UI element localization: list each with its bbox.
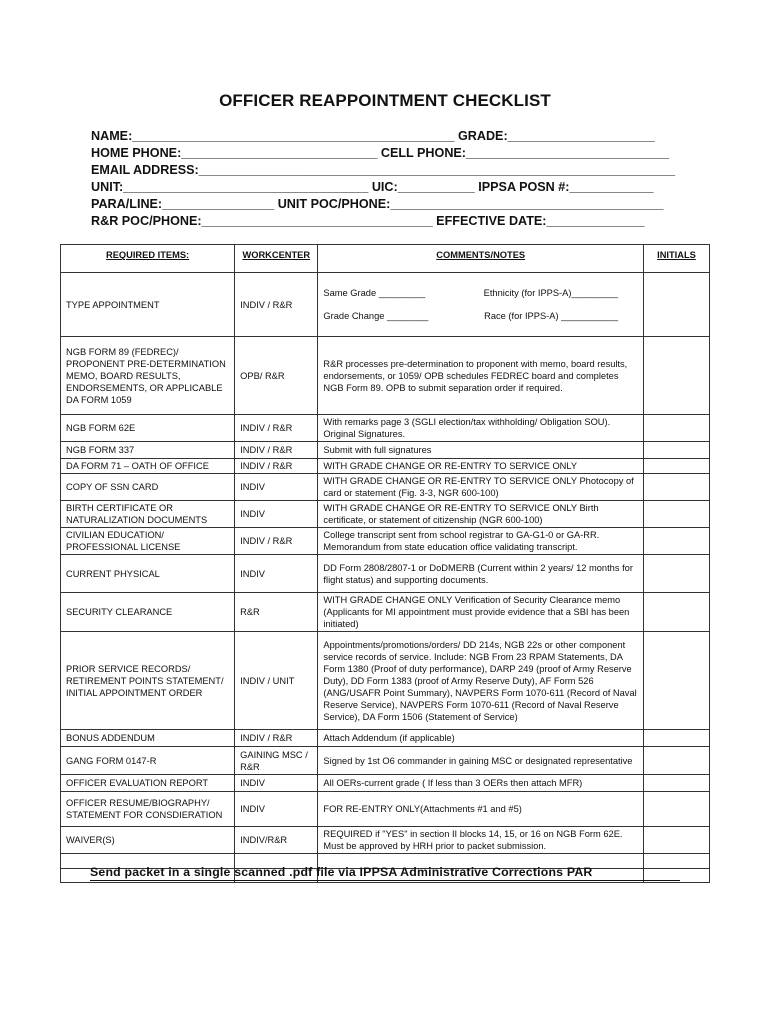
required-item: GANG FORM 0147-R — [61, 747, 235, 775]
initials-cell[interactable] — [644, 337, 710, 415]
initials-cell[interactable] — [644, 747, 710, 775]
initials-cell[interactable] — [644, 501, 710, 528]
table-header-row — [61, 245, 710, 273]
ethnicity-field[interactable]: Ethnicity (for IPPS-A)_________ — [483, 288, 618, 298]
workcenter: INDIV / UNIT — [235, 632, 318, 730]
required-item: WAIVER(S) — [61, 827, 235, 854]
table-row — [61, 632, 710, 730]
workcenter: GAINING MSC / R&R — [235, 747, 318, 775]
required-item: DA FORM 71 – OATH OF OFFICE — [61, 459, 235, 474]
workcenter: INDIV — [235, 501, 318, 528]
comments-notes: WITH GRADE CHANGE OR RE-ENTRY TO SERVICE ONLY — [318, 459, 644, 474]
table-row — [61, 593, 710, 632]
required-item: COPY OF SSN CARD — [61, 474, 235, 501]
workcenter: INDIV — [235, 792, 318, 827]
table-row — [61, 501, 710, 528]
required-item: NGB FORM 62E — [61, 415, 235, 442]
initials-cell[interactable] — [644, 632, 710, 730]
required-item: PRIOR SERVICE RECORDS/ RETIREMENT POINTS STATEMENT/ INITIAL APPOINTMENT ORDER — [61, 632, 235, 730]
comments-notes: R&R processes pre-determination to proponent with memo, board results, endorsements, or 1059/ OPB schedules FEDREC board and completes NGB Form 89. OPB to submit separation order if required. — [318, 337, 644, 415]
required-item: OFFICER RESUME/BIOGRAPHY/ STATEMENT FOR CONSDIERATION — [61, 792, 235, 827]
initials-cell[interactable] — [644, 792, 710, 827]
submission-instruction: Send packet in a single scanned .pdf file via IPPSA Administrative Corrections PAR — [90, 865, 680, 881]
table-row — [61, 792, 710, 827]
rr-poc-effective-date-line[interactable]: R&R POC/PHONE:_________________________________ EFFECTIVE DATE:______________ — [91, 214, 645, 228]
initials-cell[interactable] — [644, 827, 710, 854]
required-item: CIVILIAN EDUCATION/ PROFESSIONAL LICENSE — [61, 528, 235, 555]
workcenter: INDIV — [235, 474, 318, 501]
initials-cell[interactable] — [644, 593, 710, 632]
workcenter: INDIV / R&R — [235, 273, 318, 337]
workcenter: OPB/ R&R — [235, 337, 318, 415]
comments-notes: WITH GRADE CHANGE ONLY Verification of Security Clearance memo (Applicants for MI appointment must provide evidence that a SBI has been initiated) — [318, 593, 644, 632]
comments-notes: College transcript sent from school registrar to GA-G1-0 or GA-RR. Memorandum from state education office validating transcript. — [318, 528, 644, 555]
initials-cell[interactable] — [644, 459, 710, 474]
table-row — [61, 775, 710, 792]
table-row — [61, 273, 710, 337]
initials-cell[interactable] — [644, 442, 710, 459]
workcenter: INDIV / R&R — [235, 442, 318, 459]
checklist-table — [60, 244, 710, 883]
comments-notes: All OERs-current grade ( If less than 3 OERs then attach MFR) — [318, 775, 644, 792]
comments-notes: Attach Addendum (if applicable) — [318, 730, 644, 747]
required-item: SECURITY CLEARANCE — [61, 593, 235, 632]
required-item: NGB FORM 337 — [61, 442, 235, 459]
col-header-workcenter: WORKCENTER — [235, 245, 318, 273]
col-header-required-items: REQUIRED ITEMS: — [61, 245, 235, 273]
required-item: OFFICER EVALUATION REPORT — [61, 775, 235, 792]
comments-notes: REQUIRED if "YES" in section II blocks 14, 15, or 16 on NGB Form 62E. Must be approved by HRH prior to packet submission. — [318, 827, 644, 854]
table-row — [61, 747, 710, 775]
workcenter: INDIV / R&R — [235, 459, 318, 474]
para-line-poc-line[interactable]: PARA/LINE:________________ UNIT POC/PHONE:_______________________________________ — [91, 197, 664, 211]
comments-notes: Submit with full signatures — [318, 442, 644, 459]
table-row — [61, 528, 710, 555]
initials-cell[interactable] — [644, 415, 710, 442]
initials-cell[interactable] — [644, 775, 710, 792]
comments-notes: Appointments/promotions/orders/ DD 214s, NGB 22s or other component service records of service. Include: NGB From 23 RPAM Statements, DA Form 1380 (Proof of duty performance), DARP 249 (proof of Army Reserve Duty), DD Form 1383 (proof of Army Reserve Duty), AF Form 526 (ANG/USAFR Point Summary), NAVPERS Form 1070-611 (Record of Naval Reserve Service), NAVPERS Form 1070-611 (Record of Naval Reserve Service), DA Form 1506 (Statement of Service) — [318, 632, 644, 730]
workcenter: INDIV/R&R — [235, 827, 318, 854]
table-row — [61, 442, 710, 459]
required-item: BONUS ADDENDUM — [61, 730, 235, 747]
header-fields — [91, 128, 691, 230]
workcenter: R&R — [235, 593, 318, 632]
comments-notes: DD Form 2808/2807-1 or DoDMERB (Current within 2 years/ 12 months for flight status) and supporting documents. — [318, 555, 644, 593]
same-grade-field[interactable]: Same Grade _________ — [323, 288, 426, 298]
workcenter: INDIV — [235, 775, 318, 792]
required-item: TYPE APPOINTMENT — [61, 273, 235, 337]
table-row — [61, 827, 710, 854]
comments-notes: Signed by 1st O6 commander in gaining MSC or designated representative — [318, 747, 644, 775]
col-header-initials: INITIALS — [644, 245, 710, 273]
phone-line[interactable]: HOME PHONE:____________________________ CELL PHONE:_____________________________ — [91, 146, 670, 160]
workcenter: INDIV — [235, 555, 318, 593]
comments-notes: FOR RE-ENTRY ONLY(Attachments #1 and #5) — [318, 792, 644, 827]
required-item: CURRENT PHYSICAL — [61, 555, 235, 593]
race-field[interactable]: Race (for IPPS-A) ___________ — [484, 311, 618, 321]
workcenter: INDIV / R&R — [235, 415, 318, 442]
workcenter: INDIV / R&R — [235, 730, 318, 747]
initials-cell[interactable] — [644, 555, 710, 593]
table-row — [61, 415, 710, 442]
comments-notes: With remarks page 3 (SGLI election/tax withholding/ Obligation SOU). Original Signatures. — [318, 415, 644, 442]
comments-notes — [318, 273, 644, 337]
unit-uic-line[interactable]: UNIT:___________________________________ UIC:___________ IPPSA POSN #:____________ — [91, 180, 654, 194]
table-row — [61, 474, 710, 501]
initials-cell[interactable] — [644, 474, 710, 501]
table-row — [61, 337, 710, 415]
grade-change-field[interactable]: Grade Change ________ — [323, 311, 429, 321]
initials-cell[interactable] — [644, 730, 710, 747]
table-row — [61, 730, 710, 747]
initials-cell[interactable] — [644, 273, 710, 337]
comments-notes: WITH GRADE CHANGE OR RE-ENTRY TO SERVICE ONLY Photocopy of card or statement (Fig. 3-3, NGR 600-100) — [318, 474, 644, 501]
initials-cell[interactable] — [644, 528, 710, 555]
comments-notes: WITH GRADE CHANGE OR RE-ENTRY TO SERVICE ONLY Birth certificate, or statement of citizenship (NGR 600-100) — [318, 501, 644, 528]
table-row — [61, 459, 710, 474]
table-row — [61, 555, 710, 593]
form-title: OFFICER REAPPOINTMENT CHECKLIST — [219, 91, 551, 110]
email-line[interactable]: EMAIL ADDRESS:____________________________________________________________________ — [91, 163, 676, 177]
required-item: BIRTH CERTIFICATE OR NATURALIZATION DOCUMENTS — [61, 501, 235, 528]
required-item: NGB FORM 89 (FEDREC)/ PROPONENT PRE-DETERMINATION MEMO, BOARD RESULTS, ENDORSEMENTS, OR APPLICABLE DA FORM 1059 — [61, 337, 235, 415]
col-header-comments-notes: COMMENTS/NOTES — [318, 245, 644, 273]
name-grade-line[interactable]: NAME:______________________________________________ GRADE:_____________________ — [91, 129, 655, 143]
workcenter: INDIV / R&R — [235, 528, 318, 555]
